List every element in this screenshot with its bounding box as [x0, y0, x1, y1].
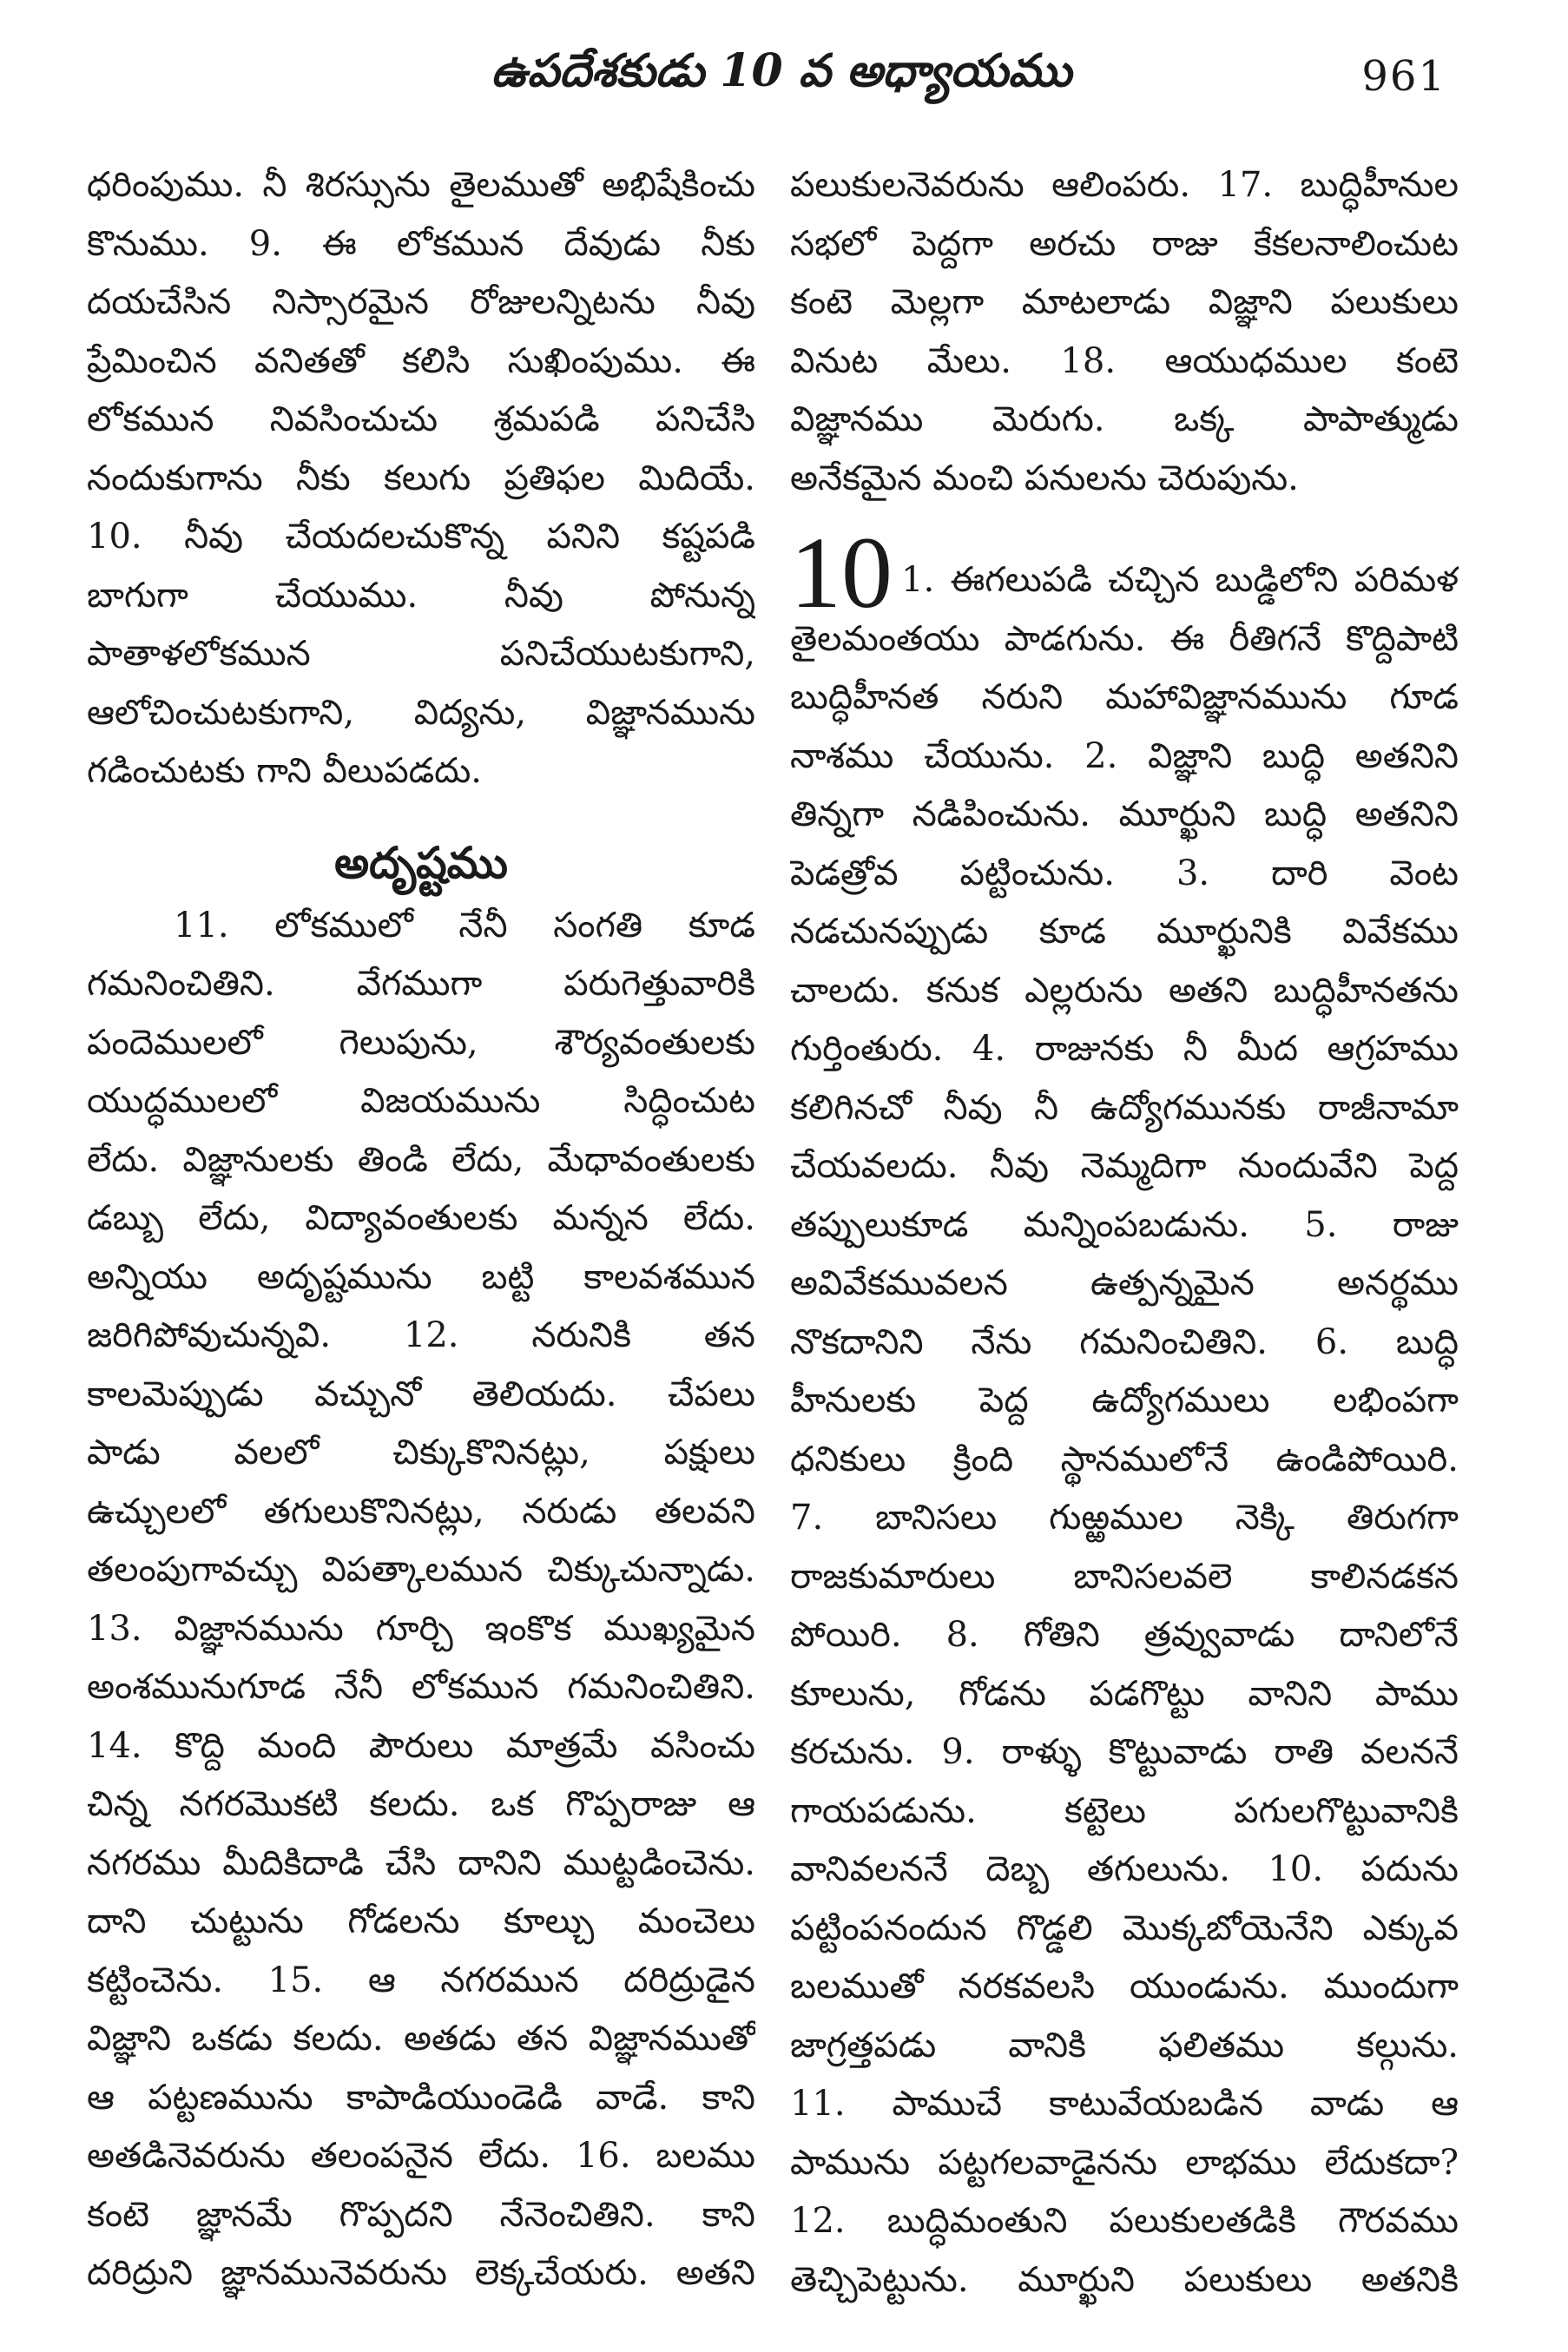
text-line: కంటె జ్ఞానమే గొప్పదని నేనెంచితిని. కాని	[87, 2194, 755, 2235]
text-line: 1. ఈగలుపడి చచ్చిన బుడ్డిలోని పరిమళ	[901, 560, 1459, 600]
text-line: హీనులకు పెద్ద ఉద్యోగములు లభింపగా	[790, 1380, 1459, 1420]
page-number: 961	[1361, 52, 1446, 101]
left-column	[87, 156, 755, 2303]
paragraph	[790, 610, 1459, 2310]
text-line: బలముతో నరకవలసి యుండును. ముందుగా	[790, 1967, 1459, 2006]
text-line: చేయవలదు. నీవు నెమ్మదిగా నుందువేని పెద్ద	[790, 1146, 1459, 1186]
text-line: పెడత్రోవ పట్టించును. 3. దారి వెంట	[790, 853, 1459, 893]
text-line: నగరము మీదికిదాడి చేసి దానిని ముట్టడించెను.	[87, 1842, 755, 1883]
text-line: 13. విజ్ఞానమును గూర్చి ఇంకొక ముఖ్యమైన	[87, 1608, 755, 1649]
text-line: నాశము చేయును. 2. విజ్ఞాని బుద్ధి అతనిని	[790, 735, 1459, 776]
text-line: ధరింపుము. నీ శిరస్సును తైలముతో అభిషేకించు	[87, 165, 755, 205]
text-line: దాని చుట్టును గోడలను కూల్చు మంచెలు	[87, 1901, 755, 1941]
text-line: దరిద్రుని జ్ఞానమునెవరును లెక్కచేయరు. అతని	[87, 2253, 755, 2293]
text-line: పోయిరి. 8. గోతిని త్రవ్వువాడు దానిలోనే	[790, 1615, 1459, 1655]
text-line: ప్రేమించిన వనితతో కలిసి సుఖింపుము. ఈ	[87, 340, 755, 381]
text-line: రాజకుమారులు బానిసలవలె కాలినడకన	[790, 1556, 1459, 1597]
text-line: 12. బుద్ధిమంతుని పలుకులతడికి గౌరవము	[790, 2201, 1459, 2241]
text-line: అవివేకమువలన ఉత్పన్నమైన అనర్థము	[790, 1263, 1459, 1303]
text-line: అనేకమైన మంచి పనులను చెరుపును.	[790, 458, 1299, 498]
text-line: కూలును, గోడను పడగొట్టు వానిని పాము	[790, 1673, 1459, 1714]
text-line: చిన్న నగరమొకటి కలదు. ఒక గొప్పరాజు ఆ	[87, 1784, 755, 1824]
text-line: వానివలననే దెబ్బ తగులును. 10. పదును	[790, 1849, 1459, 1889]
chapter-number: 10	[790, 516, 893, 629]
text-line: దయచేసిన నిస్సారమైన రోజులన్నిటను నీవు	[87, 282, 755, 322]
text-line: వినుట మేలు. 18. ఆయుధముల కంటె	[790, 340, 1459, 381]
paragraph	[87, 156, 755, 801]
text-line: తలంపుగావచ్చు విపత్కాలమున చిక్కుచున్నాడు.	[87, 1550, 755, 1590]
text-line: అన్నియు అదృష్టమును బట్టి కాలవశమున	[87, 1256, 755, 1297]
text-line: యుద్ధములలో విజయమును సిద్ధించుట	[87, 1081, 755, 1121]
page-header	[0, 0, 1568, 130]
text-line: పామును పట్టగలవాడైనను లాభము లేదుకదా?	[790, 2142, 1459, 2183]
text-line: 10. నీవు చేయదలచుకొన్న పనిని కష్టపడి	[87, 517, 755, 557]
running-head: ఉపదేశకుడు 10 వ అధ్యాయము	[491, 44, 1072, 97]
text-line: లేదు. విజ్ఞానులకు తిండి లేదు, మేధావంతులకు	[87, 1139, 755, 1180]
text-line: పట్టింపనందున గొడ్డలి మొక్కబోయెనేని ఎక్కువ	[790, 1907, 1459, 1948]
text-line: జాగ్రత్తపడు వానికి ఫలితము కల్గును.	[790, 2025, 1459, 2065]
text-line: లోకమున నివసించుచు శ్రమపడి పనిచేసి	[87, 399, 755, 439]
text-line: 14. కొద్ది మంది పౌరులు మాత్రమే వసించు	[87, 1725, 755, 1766]
text-line: తెచ్చిపెట్టును. మూర్ఖుని పలుకులు అతనికి	[790, 2259, 1459, 2300]
text-line: గడించుటకు గాని వీలుపడదు.	[87, 751, 483, 791]
text-line: డబ్బు లేదు, విద్యావంతులకు మన్నన లేదు.	[87, 1198, 755, 1238]
text-line: బుద్ధిహీనత నరుని మహావిజ్ఞానమును గూడ	[790, 677, 1459, 717]
text-line: గాయపడును. కట్టెలు పగులగొట్టువానికి	[790, 1790, 1459, 1831]
text-line: కలిగినచో నీవు నీ ఉద్యోగమునకు రాజీనామా	[790, 1087, 1459, 1128]
text-line: పాడు వలలో చిక్కుకొనినట్లు, పక్షులు	[87, 1433, 755, 1472]
text-line: విజ్ఞానము మెరుగు. ఒక్క పాపాత్ముడు	[790, 399, 1459, 439]
section-heading: అదృష్టము	[334, 836, 508, 888]
text-line: జరిగిపోవుచున్నవి. 12. నరునికి తన	[87, 1315, 755, 1355]
text-line: నడచునప్పుడు కూడ మూర్ఖునికి వివేకము	[790, 912, 1459, 952]
chapter-opening	[790, 516, 1459, 629]
text-line: కొనుము. 9. ఈ లోకమున దేవుడు నీకు	[87, 223, 755, 264]
text-line: కంటె మెల్లగా మాటలాడు విజ్ఞాని పలుకులు	[790, 282, 1459, 322]
text-line: నందుకుగాను నీకు కలుగు ప్రతిఫల మిదియే.	[87, 458, 755, 498]
text-line: కాలమెప్పుడు వచ్చునో తెలియదు. చేపలు	[87, 1374, 755, 1414]
text-line: బాగుగా చేయుము. నీవు పోనున్న	[87, 575, 755, 616]
text-line: పలుకులనెవరును ఆలింపరు. 17. బుద్ధిహీనుల	[790, 165, 1459, 205]
text-line: 11. లోకములో నేనీ సంగతి కూడ	[174, 905, 755, 945]
paragraph	[87, 897, 755, 2303]
text-line: ఉచ్చులలో తగులుకొనినట్లు, నరుడు తలవని	[87, 1491, 755, 1532]
text-line: గుర్తింతురు. 4. రాజునకు నీ మీద ఆగ్రహము	[790, 1029, 1459, 1069]
text-line: నొకదానిని నేను గమనించితిని. 6. బుద్ధి	[790, 1321, 1459, 1362]
text-line: తిన్నగా నడిపించును. మూర్ఖుని బుద్ధి అతనిని	[790, 794, 1459, 834]
text-line: తప్పులుకూడ మన్నింపబడును. 5. రాజు	[790, 1204, 1459, 1245]
text-line: పందెములలో గెలుపును, శౌర్యవంతులకు	[87, 1022, 755, 1063]
text-line: సభలో పెద్దగా అరచు రాజు కేకలనాలించుట	[790, 223, 1459, 264]
right-column	[790, 156, 1459, 2309]
text-line: అంశమునుగూడ నేనీ లోకమున గమనించితిని.	[87, 1667, 755, 1707]
text-line: ఆ పట్టణమును కాపాడియుండెడి వాడే. కాని	[87, 2077, 755, 2118]
text-line: ఆలోచించుటకుగాని, విద్యను, విజ్ఞానమును	[87, 692, 755, 733]
text-line: కరచును. 9. రాళ్ళు కొట్టువాడు రాతి వలననే	[790, 1732, 1459, 1772]
text-line: 11. పాముచే కాటువేయబడిన వాడు ఆ	[790, 2084, 1459, 2124]
text-line: పాతాళలోకమున పనిచేయుటకుగాని,	[87, 634, 755, 674]
text-line: కట్టించెను. 15. ఆ నగరమున దరిద్రుడైన	[87, 1960, 755, 2000]
paragraph	[790, 156, 1459, 508]
text-line: ధనికులు క్రింది స్థానములోనే ఉండిపోయిరి.	[790, 1439, 1459, 1479]
text-line: తైలమంతయు పాడగును. ఈ రీతిగనే కొద్దిపాటి	[790, 618, 1459, 659]
text-line: 7. బానిసలు గుఱ్ఱముల నెక్కి తిరుగగా	[790, 1498, 1459, 1538]
text-line: చాలదు. కనుక ఎల్లరును అతని బుద్ధిహీనతను	[790, 970, 1459, 1011]
text-line: విజ్ఞాని ఒకడు కలదు. అతడు తన విజ్ఞానముతో	[87, 2019, 755, 2059]
text-line: గమనించితిని. వేగముగా పరుగెత్తువారికి	[87, 964, 755, 1004]
text-line: అతడినెవరును తలంపనైన లేదు. 16. బలము	[87, 2136, 755, 2176]
